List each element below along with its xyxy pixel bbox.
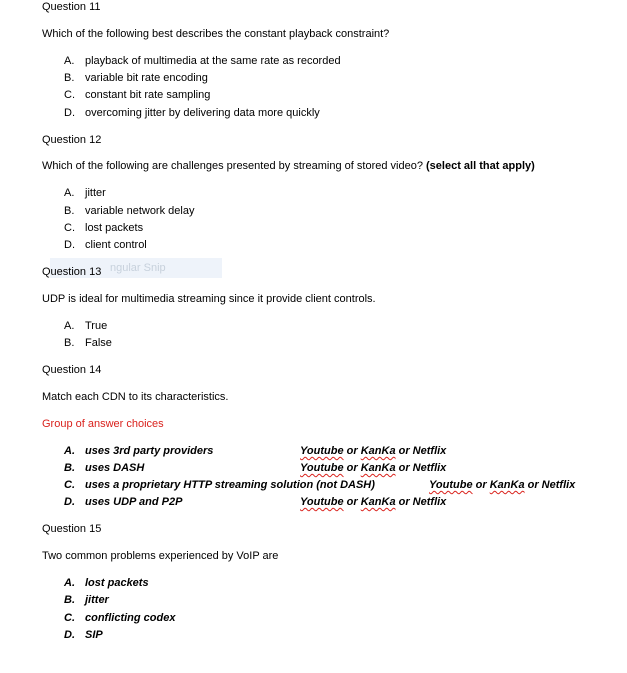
match-row-a (0, 444, 627, 458)
option-text: jitter (85, 594, 109, 606)
question-13-option-b (0, 336, 627, 350)
question-15-option-d (0, 628, 627, 642)
option-letter: A. (64, 445, 75, 457)
question-14-text: Match each CDN to its characteristics. (42, 391, 229, 403)
option-letter: D. (64, 496, 75, 508)
question-11-option-d (0, 106, 627, 120)
option-letter: B. (64, 462, 75, 474)
match-answer: Youtube or KanKa or Netflix (429, 479, 576, 491)
option-text: variable network delay (85, 205, 195, 217)
option-letter: D. (64, 629, 75, 641)
question-11-text: Which of the following best describes the constant playback constraint? (42, 28, 390, 40)
question-11-option-a (0, 54, 627, 68)
question-12-option-c (0, 221, 627, 235)
option-text: lost packets (85, 577, 149, 589)
option-letter: C. (64, 222, 75, 234)
snip-overlay-label: ngular Snip (110, 262, 166, 274)
option-letter: B. (64, 594, 75, 606)
option-letter: B. (64, 72, 75, 84)
question-11-heading: Question 11 (42, 1, 101, 13)
question-13-option-a (0, 319, 627, 333)
option-letter: C. (64, 479, 75, 491)
question-15-heading: Question 15 (42, 523, 102, 535)
option-text: overcoming jitter by delivering data more quickly (85, 107, 320, 119)
match-row-d (0, 495, 627, 509)
question-13-heading: Question 13 (42, 266, 102, 278)
match-characteristic: uses DASH (85, 462, 145, 474)
question-15-option-c (0, 611, 627, 625)
option-letter: B. (64, 337, 75, 349)
match-characteristic: uses a proprietary HTTP streaming solution (not DASH) (85, 479, 375, 491)
question-14-heading: Question 14 (42, 364, 102, 376)
option-text: variable bit rate encoding (85, 72, 208, 84)
match-row-c (0, 478, 627, 492)
question-12-option-a (0, 186, 627, 200)
match-answer: Youtube or KanKa or Netflix (300, 462, 447, 474)
group-answer-choices-label: Group of answer choices (42, 418, 164, 430)
option-text: conflicting codex (85, 612, 176, 624)
question-15-text: Two common problems experienced by VoIP are (42, 550, 279, 562)
question-12-text (42, 159, 535, 173)
option-letter: C. (64, 89, 75, 101)
option-text: playback of multimedia at the same rate as recorded (85, 55, 341, 67)
match-characteristic: uses UDP and P2P (85, 496, 183, 508)
question-12-heading: Question 12 (42, 134, 102, 146)
option-text: constant bit rate sampling (85, 89, 211, 101)
question-12-text-bold: (select all that apply) (426, 160, 535, 172)
match-answer: Youtube or KanKa or Netflix (300, 496, 447, 508)
question-12-option-b (0, 204, 627, 218)
option-text: False (85, 337, 112, 349)
question-15-option-b (0, 593, 627, 607)
option-letter: A. (64, 187, 75, 199)
match-characteristic: uses 3rd party providers (85, 445, 214, 457)
question-11-option-c (0, 88, 627, 102)
question-11-option-b (0, 71, 627, 85)
option-text: jitter (85, 187, 106, 199)
option-letter: A. (64, 320, 75, 332)
option-text: client control (85, 239, 147, 251)
question-13-text: UDP is ideal for multimedia streaming since it provide client controls. (42, 293, 376, 305)
match-answer: Youtube or KanKa or Netflix (300, 445, 447, 457)
option-letter: A. (64, 55, 75, 67)
question-12-option-d (0, 238, 627, 252)
option-text: SIP (85, 629, 103, 641)
option-text: True (85, 320, 108, 332)
option-letter: C. (64, 612, 75, 624)
option-letter: B. (64, 205, 75, 217)
option-letter: A. (64, 577, 75, 589)
question-12-text-main: Which of the following are challenges presented by streaming of stored video? (42, 160, 423, 172)
match-row-b (0, 461, 627, 475)
option-text: lost packets (85, 222, 144, 234)
option-letter: D. (64, 107, 75, 119)
question-15-option-a (0, 576, 627, 590)
option-letter: D. (64, 239, 75, 251)
